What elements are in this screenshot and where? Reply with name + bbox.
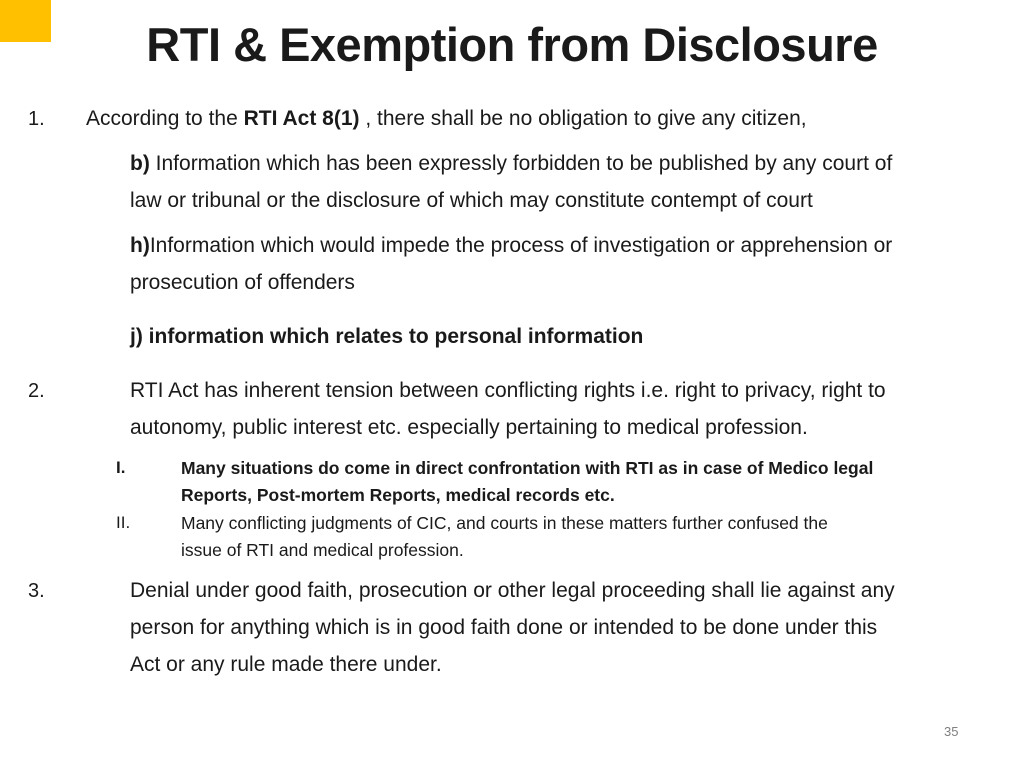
item-2-line1: RTI Act has inherent tension between conflicting rights i.e. right to privacy, right to <box>130 379 886 402</box>
page-number: 35 <box>944 724 959 739</box>
item-number: 1. <box>28 108 45 130</box>
item-2-line2: autonomy, public interest etc. especially pertaining to medical profession. <box>130 416 808 439</box>
point-2-line1: Many conflicting judgments of CIC, and courts in these matters further confused the <box>181 513 828 533</box>
item-3-line1: Denial under good faith, prosecution or other legal proceeding shall lie against any <box>130 579 895 602</box>
subitem-h-line2: prosecution of offenders <box>130 271 355 294</box>
item-number: 2. <box>28 380 45 402</box>
roman-numeral: I. <box>116 458 126 477</box>
item-number: 3. <box>28 580 45 602</box>
item-3-line3: Act or any rule made there under. <box>130 653 442 676</box>
subitem-b-line1: b) Information which has been expressly forbidden to be published by any court of <box>130 152 893 175</box>
slide-title: RTI & Exemption from Disclosure <box>146 18 878 71</box>
subitem-j: j) information which relates to personal information <box>130 325 644 348</box>
item-1-lead: According to the RTI Act 8(1) , there shall be no obligation to give any citizen, <box>86 107 807 130</box>
subitem-h-line1: h)Information which would impede the process of investigation or apprehension or <box>130 234 893 257</box>
subitem-b-line2: law or tribunal or the disclosure of which may constitute contempt of court <box>130 189 813 212</box>
item-3-line2: person for anything which is in good faith done or intended to be done under this <box>130 616 878 639</box>
point-1-line2: Reports, Post-mortem Reports, medical records etc. <box>181 485 615 505</box>
roman-numeral: II. <box>116 513 131 532</box>
point-2-line2: issue of RTI and medical profession. <box>181 540 464 560</box>
point-1-line1: Many situations do come in direct confrontation with RTI as in case of Medico legal <box>181 458 874 478</box>
